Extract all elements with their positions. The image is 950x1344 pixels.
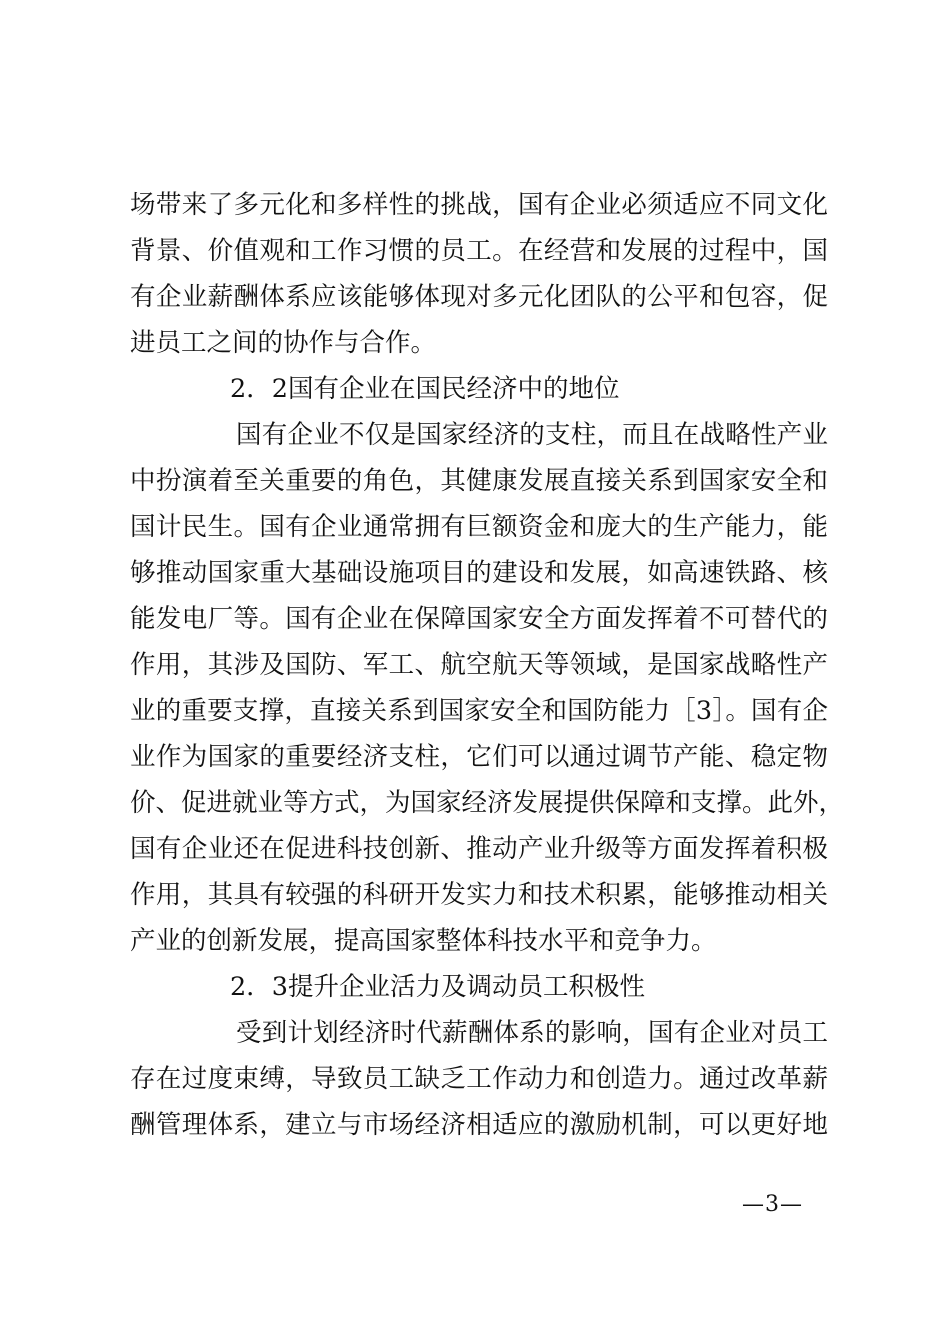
text-line: 国计民生。国有企业通常拥有巨额资金和庞大的生产能力，能	[130, 512, 828, 542]
text-line: 背景、价值观和工作习惯的员工。在经营和发展的过程中，国	[130, 236, 828, 266]
paragraph-vitality	[130, 1010, 828, 1148]
paragraph-soe-status	[130, 412, 845, 964]
text-line: 存在过度束缚，导致员工缺乏工作动力和创造力。通过改革薪	[130, 1064, 828, 1094]
text-line: 国有企业不仅是国家经济的支柱，而且在战略性产业	[236, 420, 828, 450]
document-body	[130, 182, 845, 1148]
text-line: 国有企业还在促进科技创新、推动产业升级等方面发挥着积极	[130, 834, 828, 864]
text-line: 作用，其涉及国防、军工、航空航天等领域，是国家战略性产	[130, 650, 828, 680]
text-line: 受到计划经济时代薪酬体系的影响，国有企业对员工	[236, 1018, 828, 1048]
text-line: 有企业薪酬体系应该能够体现对多元化团队的公平和包容，促	[130, 282, 828, 312]
section-heading-2-2: 2．2国有企业在国民经济中的地位	[230, 374, 620, 404]
text-line: 场带来了多元化和多样性的挑战，国有企业必须适应不同文化	[130, 190, 828, 220]
text-line: 业作为国家的重要经济支柱，它们可以通过调节产能、稳定物	[130, 742, 828, 772]
text-line: 够推动国家重大基础设施项目的建设和发展，如高速铁路、核	[130, 558, 828, 588]
text-line: 价、促进就业等方式，为国家经济发展提供保障和支撑。此外，	[130, 788, 845, 818]
page-number: —3—	[742, 1192, 803, 1217]
text-line: 产业的创新发展，提高国家整体科技水平和竞争力。	[130, 926, 717, 956]
text-line: 作用，其具有较强的科研开发实力和技术积累，能够推动相关	[130, 880, 828, 910]
paragraph-diversity-continued	[130, 182, 828, 366]
text-line: 中扮演着至关重要的角色，其健康发展直接关系到国家安全和	[130, 466, 828, 496]
section-heading-2-3: 2．3提升企业活力及调动员工积极性	[230, 972, 645, 1002]
text-line: 酬管理体系，建立与市场经济相适应的激励机制，可以更好地	[130, 1110, 828, 1140]
text-line: 业的重要支撑，直接关系到国家安全和国防能力［3］。国有企	[130, 696, 828, 726]
text-line: 能发电厂等。国有企业在保障国家安全方面发挥着不可替代的	[130, 604, 828, 634]
text-line: 进员工之间的协作与合作。	[130, 328, 437, 358]
